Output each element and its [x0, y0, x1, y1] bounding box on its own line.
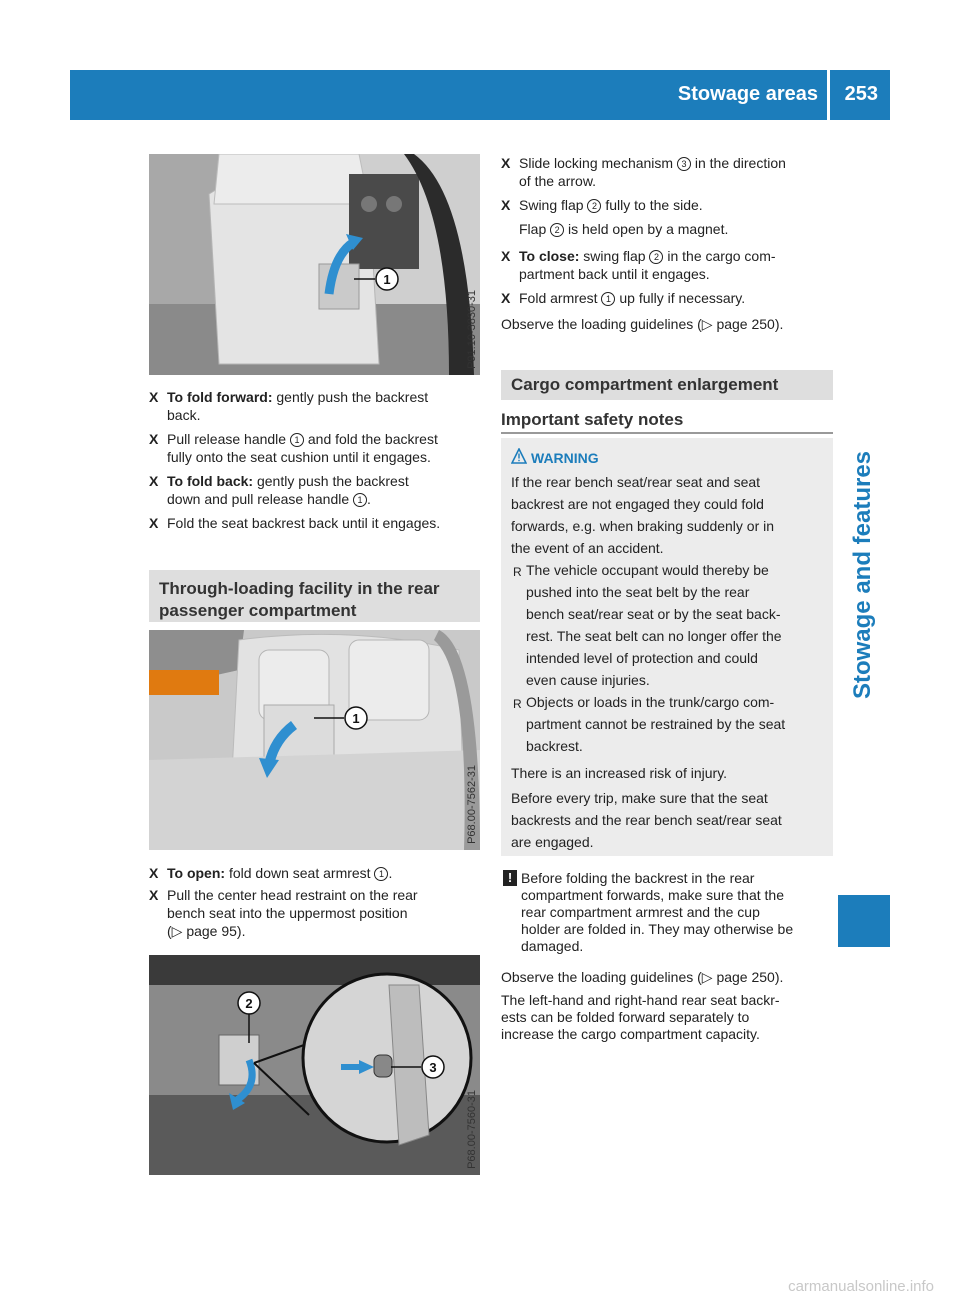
- step-bold: To fold back:: [167, 473, 254, 489]
- step-text-part: .: [388, 865, 393, 881]
- note-line: compartment forwards, make sure that the: [521, 887, 784, 903]
- step-text-part: gently push the backrest: [272, 389, 429, 405]
- step-text-part: .: [367, 491, 371, 507]
- step-text: [167, 388, 428, 424]
- step-bold: To close:: [519, 248, 580, 264]
- step-marker: X: [149, 431, 159, 447]
- page-number: 253: [844, 83, 878, 105]
- callout-1: 1: [352, 711, 360, 726]
- step-text-part: Flap: [519, 221, 551, 237]
- step-text-part: Pull the center head restraint on the rear: [167, 887, 418, 903]
- image-code: P68.00-7562-31: [466, 765, 478, 844]
- step-text: [167, 430, 438, 466]
- observe-guidelines-text[interactable]: Observe the loading guidelines (▷ page 250).: [501, 316, 784, 332]
- image-code: P68.00-7560-31: [466, 1090, 478, 1169]
- step-bold: To fold forward:: [167, 389, 273, 405]
- step-text-part: of the arrow.: [519, 173, 597, 189]
- warning-title: WARNING: [531, 450, 599, 466]
- note-text: [521, 870, 841, 955]
- watermark: carmanualsonline.info: [788, 1278, 934, 1295]
- step-bold: To open:: [167, 865, 226, 881]
- step-text-part: in the cargo com-: [663, 248, 776, 264]
- step-marker: X: [501, 197, 511, 213]
- final-paragraph: [501, 992, 841, 1043]
- headrest-release-photo: [149, 154, 480, 375]
- warning-line: backrest are not engaged they could fold: [511, 496, 764, 512]
- section-title-line: passenger compartment: [159, 601, 357, 620]
- warning-line: bench seat/rear seat or by the seat back-: [526, 606, 781, 622]
- warning-line: intended level of protection and could: [526, 650, 758, 666]
- warning-triangle-icon: [511, 448, 527, 464]
- step-text-part: Swing flap: [519, 197, 588, 213]
- step-text-part: gently push the backrest: [253, 473, 409, 489]
- step-marker: X: [149, 865, 159, 881]
- warning-line: Before every trip, make sure that the seat: [511, 790, 768, 806]
- warning-line: rest. The seat belt can no longer offer the: [526, 628, 782, 644]
- image-code: P91.10-3830-31: [466, 290, 478, 369]
- callout-1: 1: [383, 272, 391, 287]
- step-text-part: fold down seat armrest: [225, 865, 375, 881]
- callout-ref: 3: [677, 157, 691, 171]
- warning-bullet: [526, 559, 782, 691]
- step-text-part: swing flap: [579, 248, 650, 264]
- warning-line: even cause injuries.: [526, 672, 650, 688]
- step-marker: X: [149, 887, 159, 903]
- final-line: increase the cargo compartment capacity.: [501, 1026, 760, 1042]
- note-line: holder are folded in. They may otherwise be: [521, 921, 794, 937]
- note-line: rear compartment armrest and the cup: [521, 904, 760, 920]
- warning-line: Objects or loads in the trunk/cargo com-: [526, 694, 775, 710]
- step-marker: X: [501, 248, 511, 264]
- step-text-part: in the direction: [690, 155, 786, 171]
- warning-line: The vehicle occupant would thereby be: [526, 562, 769, 578]
- step-text: [519, 289, 745, 307]
- warning-line: pushed into the seat belt by the rear: [526, 584, 750, 600]
- warning-bullet: [526, 691, 785, 757]
- warning-risk: There is an increased risk of injury.: [511, 765, 728, 781]
- step-marker: X: [501, 290, 511, 306]
- step-text-part: bench seat into the uppermost position: [167, 905, 408, 921]
- warning-paragraph: [511, 471, 774, 559]
- callout-ref: 2: [587, 199, 601, 213]
- step-marker: X: [501, 155, 511, 171]
- step-text: [519, 196, 728, 238]
- step-text: [519, 247, 776, 283]
- step-text-part: Slide locking mechanism: [519, 155, 677, 171]
- step-marker: X: [149, 473, 159, 489]
- warning-line: forwards, e.g. when braking suddenly or in: [511, 518, 775, 534]
- callout-ref: 1: [353, 493, 367, 507]
- bullet-icon: R: [513, 565, 522, 579]
- page-header: [70, 70, 890, 120]
- warning-line: partment cannot be restrained by the seat: [526, 716, 786, 732]
- side-tab: [838, 445, 888, 705]
- exclamation-icon: !: [503, 870, 517, 886]
- page-reference[interactable]: (▷ page 95).: [167, 923, 246, 939]
- step-text-part: is held open by a magnet.: [564, 221, 729, 237]
- final-line: The left-hand and right-hand rear seat backr-: [501, 992, 780, 1008]
- step-text: [167, 864, 392, 882]
- callout-2: 2: [245, 996, 253, 1011]
- step-marker: X: [149, 389, 159, 405]
- callout-ref: 2: [649, 250, 663, 264]
- bullet-icon: R: [513, 697, 522, 711]
- step-text-part: and fold the backrest: [303, 431, 438, 447]
- subheading-safety: Important safety notes: [501, 410, 684, 429]
- side-tab-marker: [838, 895, 890, 947]
- step-marker: X: [149, 515, 159, 531]
- step-text: Fold the seat backrest back until it engages.: [167, 515, 441, 531]
- step-text-part: fully to the side.: [601, 197, 703, 213]
- header-divider: [827, 70, 830, 120]
- rear-seat-photo: [149, 630, 480, 850]
- note-line: damaged.: [521, 938, 584, 954]
- step-text-part: fully onto the seat cushion until it engages.: [167, 449, 431, 465]
- section-title-cargo: Cargo compartment enlargement: [501, 370, 833, 400]
- side-tab-label: Stowage and features: [849, 450, 876, 700]
- warning-line: If the rear bench seat/rear seat and seat: [511, 474, 761, 490]
- warning-line: backrest.: [526, 738, 583, 754]
- observe-guidelines-text[interactable]: Observe the loading guidelines (▷ page 250).: [501, 969, 784, 985]
- warning-line: the event of an accident.: [511, 540, 664, 556]
- header-title: Stowage areas: [677, 83, 818, 105]
- divider: [501, 432, 833, 434]
- note-line: Before folding the backrest in the rear: [521, 870, 755, 886]
- callout-ref: 1: [290, 433, 304, 447]
- final-line: ests can be folded forward separately to: [501, 1009, 750, 1025]
- step-text-part: up fully if necessary.: [615, 290, 746, 306]
- callout-ref: 2: [550, 223, 564, 237]
- step-text: [167, 886, 418, 940]
- warning-line: are engaged.: [511, 834, 594, 850]
- callout-ref: 1: [601, 292, 615, 306]
- step-text-part: down and pull release handle: [167, 491, 354, 507]
- step-text-part: Pull release handle: [167, 431, 290, 447]
- step-text: [167, 472, 409, 508]
- warning-line: backrests and the rear bench seat/rear seat: [511, 812, 782, 828]
- callout-3: 3: [429, 1060, 437, 1075]
- step-text: [519, 154, 786, 190]
- cargo-flap-photo: [149, 955, 480, 1175]
- step-text-part: back.: [167, 407, 201, 423]
- warning-paragraph: [511, 787, 782, 853]
- callout-ref: 1: [374, 867, 388, 881]
- step-text-part: partment back until it engages.: [519, 266, 710, 282]
- warning-box: [501, 438, 833, 856]
- section-title-line: Through-loading facility in the rear: [159, 579, 440, 598]
- step-text-part: Fold armrest: [519, 290, 602, 306]
- step-subline: [519, 220, 728, 238]
- section-title-through-loading: [149, 570, 480, 622]
